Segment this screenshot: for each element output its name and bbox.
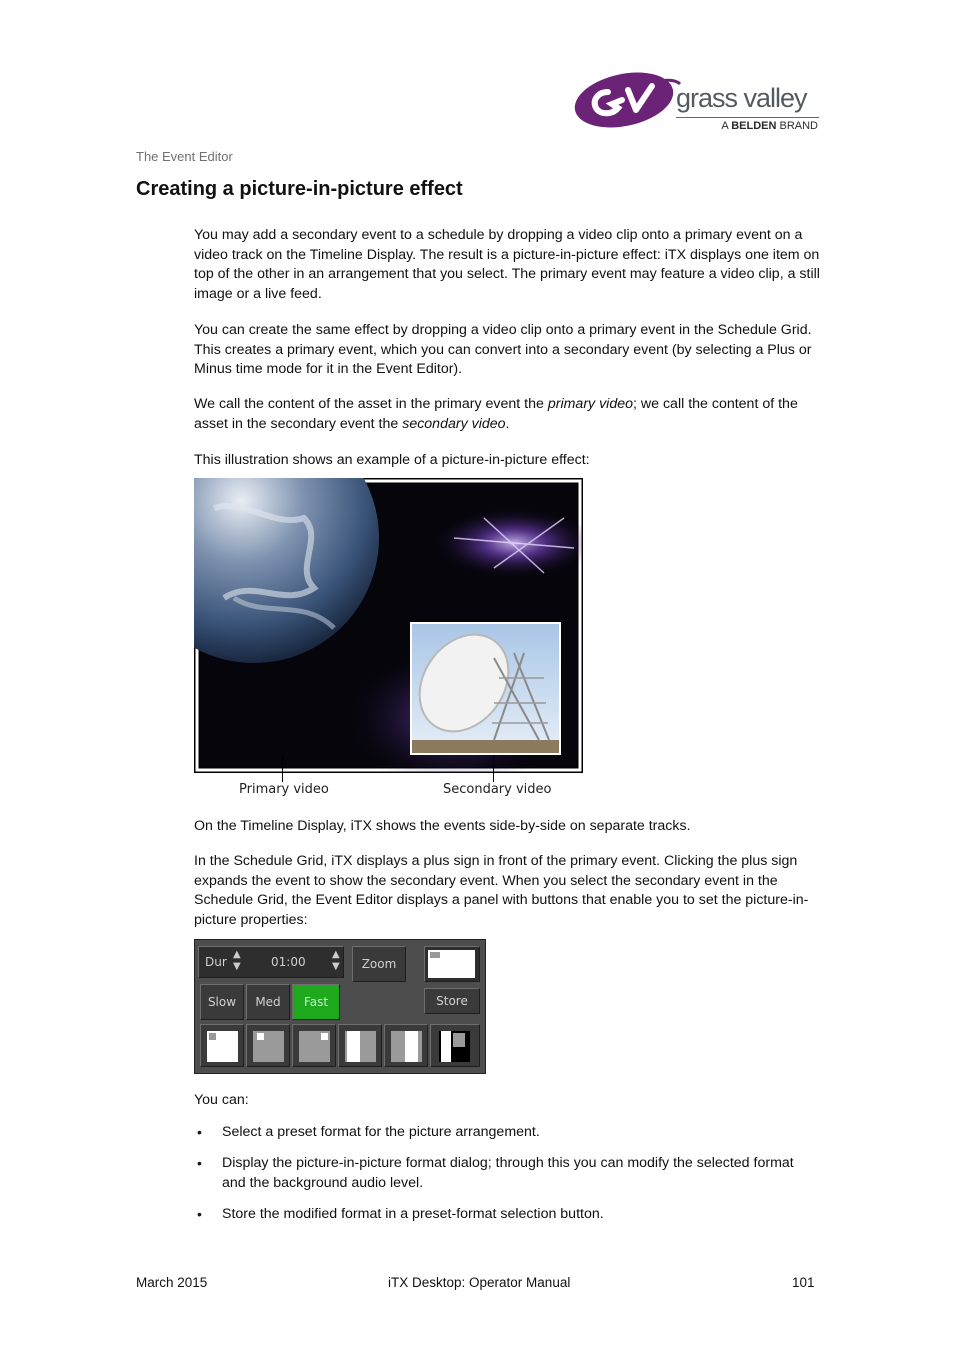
grass-valley-logo bbox=[572, 70, 682, 130]
dur-right-spin-button[interactable]: ▲ ▼ bbox=[332, 949, 340, 972]
logo-wordmark: grass valley bbox=[676, 83, 807, 113]
tagline-suffix: BRAND bbox=[779, 120, 818, 132]
preset-5-icon bbox=[391, 1031, 422, 1062]
footer-title: iTX Desktop: Operator Manual bbox=[388, 1275, 571, 1290]
secondary-video-label: Secondary video bbox=[443, 782, 552, 797]
p3-text-b: ; we call the content of the asset in the secondary event the bbox=[194, 396, 798, 432]
bullet-marker-3: • bbox=[197, 1206, 202, 1222]
page-title: Creating a picture-in-picture effect bbox=[136, 178, 463, 200]
bullet-item-2: Display the picture-in-picture format dialog; through this you can modify the selected format and the background audio level. bbox=[222, 1155, 794, 1191]
pip-properties-panel bbox=[194, 939, 486, 1074]
bullet-item-1: Select a preset format for the picture arrangement. bbox=[222, 1124, 540, 1140]
speed-slow-button[interactable]: Slow bbox=[200, 984, 244, 1020]
dur-label: Dur bbox=[205, 955, 227, 969]
preset-format-button-2[interactable] bbox=[246, 1024, 290, 1067]
paragraph-5: On the Timeline Display, iTX shows the events side-by-side on separate tracks. bbox=[194, 818, 691, 834]
tagline-prefix: A bbox=[721, 120, 729, 132]
paragraph-1: You may add a secondary event to a schedule by dropping a video clip onto a primary event on a video track on the Timeline Display. The result is a picture-in-picture effect: iTX displays one item on top of the other in an arrangement that you select. The primary event may feature a video clip, a still image or a live feed. bbox=[194, 227, 820, 303]
speed-med-button[interactable]: Med bbox=[246, 984, 290, 1020]
paragraph-4: This illustration shows an example of a picture-in-picture effect: bbox=[194, 452, 590, 468]
tagline-brand: BELDEN bbox=[731, 120, 777, 132]
preset-format-button-3[interactable] bbox=[292, 1024, 336, 1067]
paragraph-3 bbox=[194, 395, 820, 434]
duration-control bbox=[198, 946, 344, 978]
dur-left-spin-button[interactable]: ▲ ▼ bbox=[233, 949, 241, 972]
term-primary-video: primary video bbox=[547, 396, 633, 412]
primary-video-label: Primary video bbox=[239, 782, 329, 797]
preset-3-icon bbox=[299, 1031, 330, 1062]
paragraph-7: You can: bbox=[194, 1092, 249, 1108]
bullet-marker-1: • bbox=[197, 1124, 202, 1140]
running-head: The Event Editor bbox=[136, 149, 233, 164]
footer-date: March 2015 bbox=[136, 1275, 208, 1290]
primary-video-leader bbox=[282, 755, 283, 782]
gv-emblem-icon bbox=[572, 70, 682, 130]
speed-fast-button[interactable]: Fast bbox=[292, 984, 340, 1020]
zoom-button[interactable]: Zoom bbox=[352, 946, 406, 982]
paragraph-6: In the Schedule Grid, iTX displays a plus sign in front of the primary event. Clicking the plus sign expands the event to show the secondary event. When you select the secondary event in the Schedule Grid, the Event Editor displays a panel with buttons that enable you to set the picture-in-picture properties: bbox=[194, 853, 809, 929]
preset-format-button-5[interactable] bbox=[384, 1024, 428, 1067]
logo-tagline bbox=[676, 120, 818, 132]
p3-text-a: We call the content of the asset in the primary event the bbox=[194, 396, 548, 412]
dur-value[interactable]: 01:00 bbox=[271, 955, 306, 969]
preset-4-icon bbox=[345, 1031, 376, 1062]
pip-illustration bbox=[194, 478, 583, 773]
preset-6-icon bbox=[439, 1031, 470, 1062]
p3-text-c: . bbox=[505, 415, 510, 432]
store-button[interactable]: Store bbox=[424, 988, 480, 1014]
pip-scene-image bbox=[194, 478, 583, 773]
preset-format-button-1[interactable] bbox=[200, 1024, 244, 1067]
format-preview-icon bbox=[428, 950, 475, 978]
paragraph-2: You can create the same effect by dropping a video clip onto a primary event in the Schedule Grid. This creates a primary event, which you can convert into a secondary event (by selecting a Plus or Minus time mode for it in the Event Editor). bbox=[194, 322, 812, 378]
preset-1-icon bbox=[207, 1031, 238, 1062]
bullet-marker-2: • bbox=[197, 1155, 202, 1171]
preset-2-icon bbox=[253, 1031, 284, 1062]
logo-rule bbox=[676, 117, 819, 118]
format-dialog-button[interactable] bbox=[424, 946, 480, 982]
preset-format-button-4[interactable] bbox=[338, 1024, 382, 1067]
secondary-video-leader bbox=[493, 755, 494, 782]
footer-page-number: 101 bbox=[792, 1275, 815, 1290]
bullet-item-3: Store the modified format in a preset-format selection button. bbox=[222, 1206, 604, 1222]
preset-format-button-6[interactable] bbox=[430, 1024, 480, 1067]
term-secondary-video: secondary video bbox=[402, 415, 506, 432]
